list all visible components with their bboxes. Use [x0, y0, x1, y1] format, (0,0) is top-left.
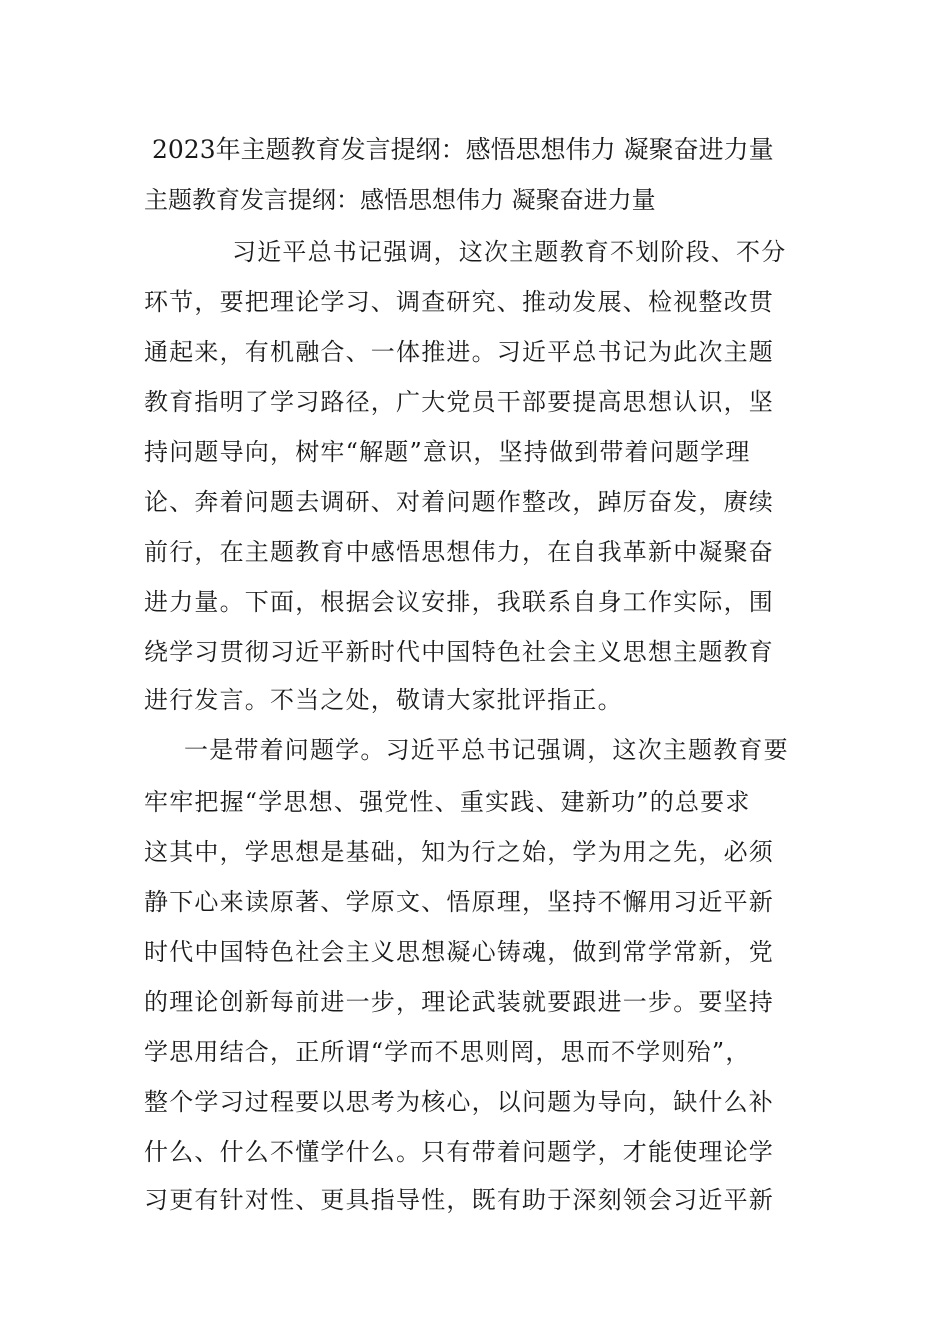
paragraph-line: 什么、什么不懂学什么。只有带着问题学，才能使理论学 [144, 1138, 774, 1166]
document-title: 2023年主题教育发言提纲：感悟思想伟力 凝聚奋进力量 [152, 135, 774, 164]
paragraph-line: 持问题导向，树牢“解题”意识，坚持做到带着问题学理 [144, 438, 751, 466]
paragraph-line: 牢牢把握“学思想、强党性、重实践、建新功”的总要求 [144, 788, 751, 816]
paragraph-line: 进行发言。不当之处，敬请大家批评指正。 [144, 686, 623, 714]
paragraph-line: 一是带着问题学。习近平总书记强调，这次主题教育要 [184, 736, 789, 764]
paragraph-line: 通起来，有机融合、一体推进。习近平总书记为此次主题 [144, 338, 774, 366]
paragraph-line: 习更有针对性、更具指导性，既有助于深刻领会习近平新 [144, 1186, 774, 1214]
paragraph-line: 时代中国特色社会主义思想凝心铸魂，做到常学常新，党 [144, 938, 774, 966]
paragraph-line: 前行，在主题教育中感悟思想伟力，在自我革新中凝聚奋 [144, 538, 774, 566]
paragraph-line: 习近平总书记强调，这次主题教育不划阶段、不分 [232, 238, 787, 266]
paragraph-line: 教育指明了学习路径，广大党员干部要提高思想认识，坚 [144, 388, 774, 416]
paragraph-line: 整个学习过程要以思考为核心，以问题为导向，缺什么补 [144, 1088, 774, 1116]
paragraph-line: 这其中，学思想是基础，知为行之始，学为用之先，必须 [144, 838, 774, 866]
document-subtitle: 主题教育发言提纲：感悟思想伟力 凝聚奋进力量 [144, 186, 656, 214]
paragraph-line: 学思用结合，正所谓“学而不思则罔，思而不学则殆”， [144, 1038, 751, 1066]
paragraph-line: 环节，要把理论学习、调查研究、推动发展、检视整改贯 [144, 288, 774, 316]
paragraph-line: 论、奔着问题去调研、对着问题作整改，踔厉奋发，赓续 [144, 488, 774, 516]
paragraph-line: 进力量。下面，根据会议安排，我联系自身工作实际，围 [144, 588, 774, 616]
paragraph-line: 静下心来读原著、学原文、悟原理，坚持不懈用习近平新 [144, 888, 774, 916]
paragraph-line: 绕学习贯彻习近平新时代中国特色社会主义思想主题教育 [144, 638, 774, 666]
paragraph-line: 的理论创新每前进一步，理论武装就要跟进一步。要坚持 [144, 988, 774, 1016]
